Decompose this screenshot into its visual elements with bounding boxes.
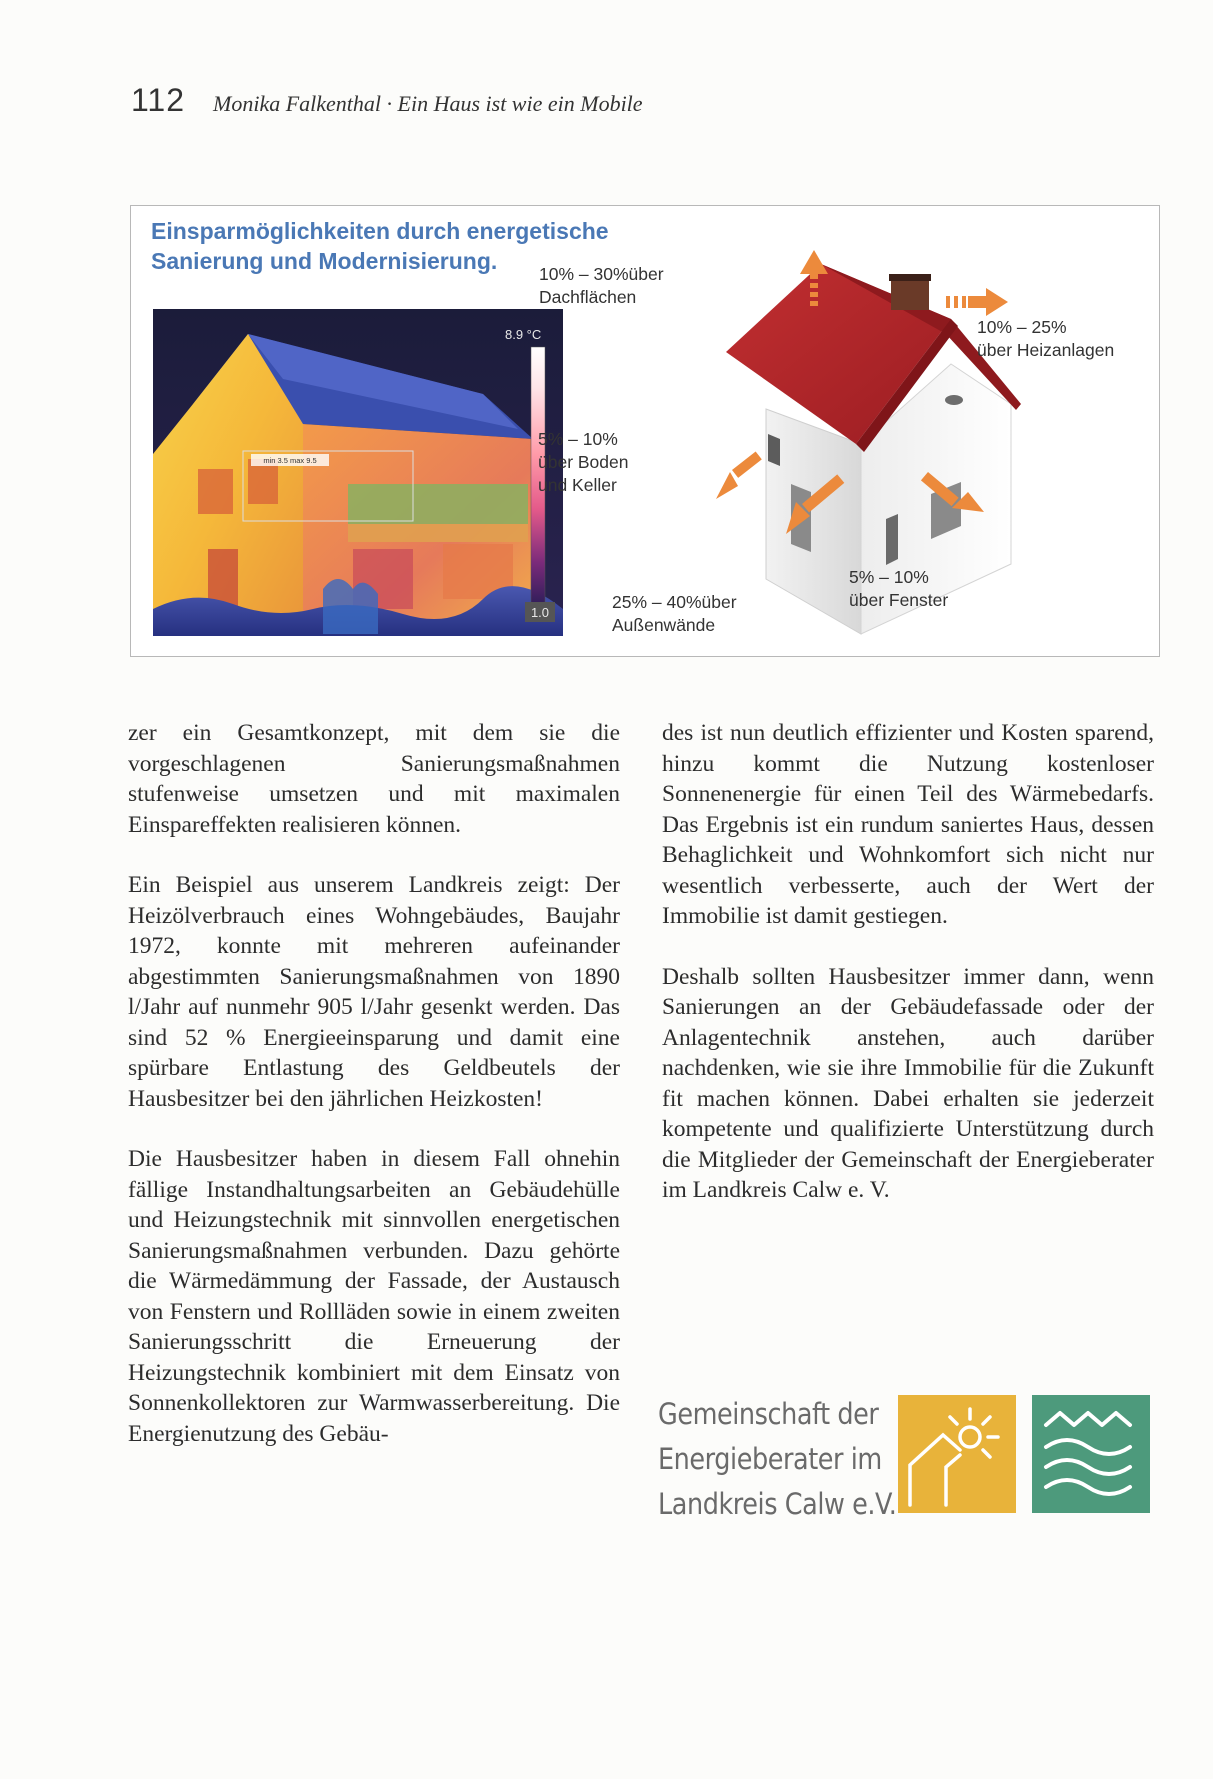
min-temperature: 1.0 bbox=[530, 605, 550, 620]
thermal-house-image bbox=[153, 309, 563, 636]
paragraph: Die Hausbesitzer haben in diesem Fall ohnehin fällige Instandhaltungsarbeiten an Gebäudehülle und Heizungstechnik mit sinnvollen energetischen Sanierungsmaßnahmen verbunden. Dazu gehörte die Wärmedämmung der Fassade, der Austausch von Fenstern und Rollläden sowie in einem zweiten Sanierungsschritt die Erneuerung der Heizungstechnik kombiniert mit dem Einsatz von Sonnenkollektoren zur Warmwasserbereitung. Die Energienutzung des Gebäu- bbox=[128, 1146, 620, 1447]
label-walls: 25% – 40%über Außenwände bbox=[612, 592, 737, 635]
running-title: Monika Falkenthal · Ein Haus ist wie ein Mobile bbox=[213, 91, 643, 116]
text-column-left bbox=[128, 718, 620, 1479]
paragraph: zer ein Gesamtkonzept, mit dem sie die vorgeschlagenen Sanierungsmaßnahmen stufenweise umsetzen und mit maximalen Einspareffekten realisieren können. bbox=[128, 720, 620, 838]
energieberater-logo bbox=[658, 1392, 1158, 1522]
paragraph: Ein Beispiel aus unserem Landkreis zeigt: Der Heizölverbrauch eines Wohngebäudes, Baujahr 1972, konnte mit mehreren aufeinander abgestimmten Sanierungsmaßnahmen von 1890 l/Jahr auf nunmehr 905 l/Jahr gesenkt werden. Das sind 52 % Energieeinsparung und damit eine spürbare Entlastung des Geldbeutels der Hausbesitzer bei den jährlichen Heizkosten! bbox=[128, 872, 620, 1112]
measure-label: min 3.5 max 9.5 bbox=[263, 456, 317, 465]
wave-icon bbox=[1032, 1395, 1150, 1513]
paragraph: des ist nun deutlich effizienter und Kosten sparend, hinzu kommt die Nutzung kostenloser Sonnenenergie für einen Teil des Wärmebedarfs. Das Ergebnis ist ein rundum saniertes Haus, dessen Behaglichkeit und Wohnkomfort sich nicht nur wesentlich verbesserte, auch der Wert der Immobilie ist damit gestiegen. bbox=[662, 720, 1154, 929]
label-floor: 5% – 10% über Boden und Keller bbox=[538, 429, 629, 495]
label-heating: 10% – 25% über Heizanlagen bbox=[977, 317, 1115, 360]
max-temperature: 8.9 °C bbox=[505, 327, 542, 342]
figure-title-line-2: Sanierung und Modernisierung. bbox=[151, 248, 498, 274]
sun-house-icon bbox=[898, 1395, 1016, 1513]
label-roof: 10% – 30%über Dachflächen bbox=[539, 264, 664, 307]
page-number: 112 bbox=[131, 82, 186, 118]
text-column-right bbox=[662, 718, 1154, 1236]
figure-title-line-1: Einsparmöglichkeiten durch energetische bbox=[151, 218, 609, 244]
page-header bbox=[131, 82, 643, 119]
logo-text: Gemeinschaft der Energieberater im Landkreis Calw e.V. bbox=[658, 1397, 897, 1521]
energy-savings-figure bbox=[130, 205, 1160, 657]
paragraph: Deshalb sollten Hausbesitzer immer dann, wenn Sanierungen an der Gebäudefassade oder der Anlagentechnik anstehen, auch darüber nachdenken, wie sie ihre Immobilie für die Zukunft fit machen können. Dabei erhalten sie jederzeit kompetente und qualifizierte Unterstützung durch die Mitglieder der Gemeinschaft der Energieberater im Landkreis Calw e. V. bbox=[662, 963, 1154, 1203]
label-windows: 5% – 10% über Fenster bbox=[849, 567, 949, 610]
